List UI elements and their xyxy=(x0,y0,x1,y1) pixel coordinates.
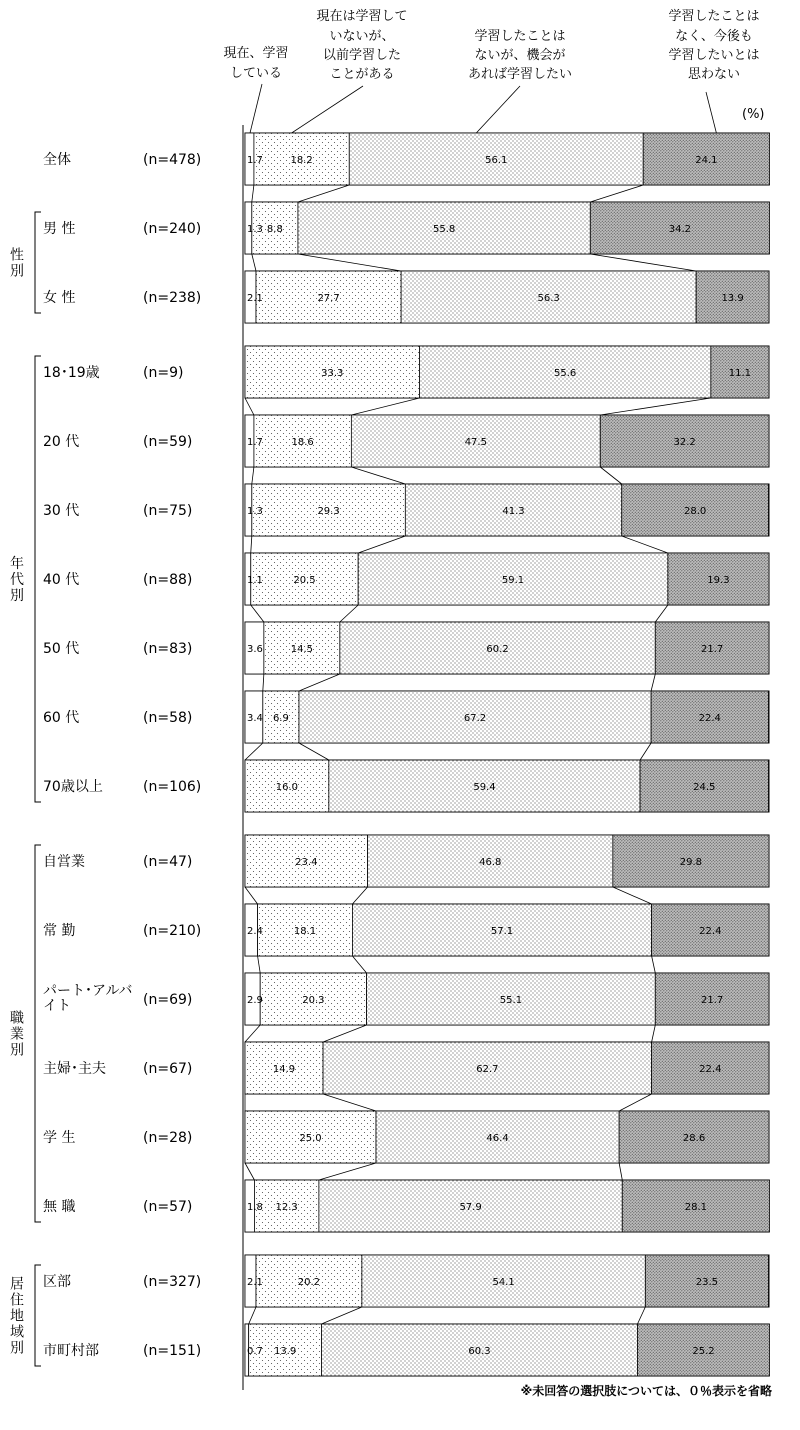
connector-line xyxy=(652,956,656,973)
value-label: 18.6 xyxy=(291,437,314,448)
value-label: 60.3 xyxy=(468,1346,491,1357)
value-label: 28.6 xyxy=(682,1133,706,1144)
legend-label: 現在、学習 xyxy=(223,46,289,61)
legend-label: 思わない xyxy=(687,67,741,82)
legend-leader-line xyxy=(706,92,716,133)
group-label: 業 xyxy=(10,1026,24,1043)
connector-line xyxy=(323,1094,376,1111)
legend-label: なく、今後も xyxy=(675,29,753,44)
value-label: 57.1 xyxy=(490,926,514,937)
connector-line xyxy=(352,956,366,973)
connector-line xyxy=(258,956,261,973)
value-label: 57.9 xyxy=(459,1202,482,1213)
row-label: 50 代 xyxy=(43,641,80,657)
row-label: 常 勤 xyxy=(43,923,76,939)
value-label: 1.3 xyxy=(247,506,263,517)
connector-line xyxy=(322,1307,362,1324)
group-label: 域 xyxy=(10,1324,24,1341)
value-label: 18.2 xyxy=(290,155,313,166)
row-labels xyxy=(43,151,201,1359)
group-label: 別 xyxy=(10,588,24,604)
value-label: 24.1 xyxy=(695,155,718,166)
value-label: 19.3 xyxy=(707,575,730,586)
row-label: 自営業 xyxy=(43,854,85,870)
value-label: 34.2 xyxy=(668,224,692,235)
value-label: 2.1 xyxy=(247,1277,263,1288)
value-label: 25.0 xyxy=(299,1133,322,1144)
row-label: 40 代 xyxy=(43,572,80,588)
value-label: 13.9 xyxy=(721,293,744,304)
value-label: 16.0 xyxy=(275,782,299,793)
value-label: 3.4 xyxy=(247,713,263,724)
value-label: 29.3 xyxy=(317,506,340,517)
value-label: 29.8 xyxy=(679,857,703,868)
value-label: 1.7 xyxy=(247,437,263,448)
row-label: 60 代 xyxy=(43,710,80,726)
value-label: 25.2 xyxy=(692,1346,715,1357)
connector-line xyxy=(655,605,668,622)
value-label: 20.3 xyxy=(302,995,325,1006)
connector-line xyxy=(622,536,668,553)
row-label: 女 性 xyxy=(43,290,76,306)
legend-label: 以前学習した xyxy=(322,48,402,63)
row-n-label: (n=75) xyxy=(143,503,193,519)
value-label: 2.1 xyxy=(247,293,263,304)
row-label: 全体 xyxy=(43,152,71,168)
row-n-label: (n=210) xyxy=(143,923,202,939)
connector-line xyxy=(590,185,643,202)
legend-label: いないが、 xyxy=(329,29,395,44)
value-label: 55.1 xyxy=(499,995,523,1006)
connector-line xyxy=(252,467,254,484)
connector-line xyxy=(299,674,340,691)
value-label: 27.7 xyxy=(317,293,340,304)
value-label: 59.4 xyxy=(473,782,496,793)
connector-line xyxy=(352,887,367,904)
row-n-label: (n=58) xyxy=(143,710,193,726)
value-label: 18.1 xyxy=(293,926,317,937)
legend-leader-line xyxy=(476,86,520,133)
connector-line xyxy=(251,536,252,553)
connector-line xyxy=(263,674,264,691)
connector-line xyxy=(619,1094,651,1111)
connector-line xyxy=(323,1025,366,1042)
connector-line xyxy=(340,605,358,622)
footnote: ※未回答の選択肢については、０％表示を省略 xyxy=(520,1384,772,1398)
row-n-label: (n=106) xyxy=(143,779,202,795)
value-label: 28.1 xyxy=(684,1202,708,1213)
connector-line xyxy=(600,467,621,484)
value-label: 55.6 xyxy=(554,368,577,379)
value-label: 2.9 xyxy=(247,995,263,1006)
value-label: 62.7 xyxy=(476,1064,499,1075)
value-label: 41.3 xyxy=(502,506,525,517)
row-label: 区部 xyxy=(43,1274,71,1290)
value-label: 23.4 xyxy=(295,857,318,868)
value-label: 21.7 xyxy=(701,995,724,1006)
group-bracket xyxy=(35,845,41,1222)
bars xyxy=(243,125,770,1390)
row-n-label: (n=47) xyxy=(143,854,193,870)
value-label: 56.1 xyxy=(485,155,508,166)
group-brackets xyxy=(10,212,41,1366)
row-label: パート･アルバ xyxy=(43,983,133,999)
legend-label: 学習したことは xyxy=(474,29,566,44)
value-label: 0.7 xyxy=(247,1346,263,1357)
value-label: 1.1 xyxy=(247,575,263,586)
connector-line xyxy=(640,743,651,760)
value-label: 1.7 xyxy=(247,155,263,166)
connector-line xyxy=(245,887,258,904)
value-label: 24.5 xyxy=(693,782,716,793)
value-label: 3.6 xyxy=(247,644,263,655)
connector-line xyxy=(245,1025,260,1042)
connector-line xyxy=(252,254,256,271)
value-label: 8.8 xyxy=(266,224,283,235)
legend-leader-line xyxy=(292,86,363,133)
connector-line xyxy=(651,674,655,691)
group-label: 別 xyxy=(10,1340,24,1357)
connector-line xyxy=(245,1163,254,1180)
row-n-label: (n=238) xyxy=(143,290,202,306)
legend-label: している xyxy=(229,66,283,81)
connector-line xyxy=(245,743,263,760)
value-label: 67.2 xyxy=(463,713,487,724)
legend-label: 現在は学習して xyxy=(316,9,408,24)
connector-line xyxy=(245,398,254,415)
row-label: 学 生 xyxy=(43,1130,76,1146)
row-n-label: (n=57) xyxy=(143,1199,193,1215)
legend-label: 学習したいとは xyxy=(668,48,760,63)
row-label: 主婦･主夫 xyxy=(43,1061,106,1077)
group-bracket xyxy=(35,212,41,313)
connector-line xyxy=(652,1025,656,1042)
value-label: 47.5 xyxy=(464,437,487,448)
value-label: 60.2 xyxy=(486,644,509,655)
group-label: 居 xyxy=(10,1276,24,1293)
row-n-label: (n=151) xyxy=(143,1343,202,1359)
value-label: 32.2 xyxy=(673,437,696,448)
value-label: 56.3 xyxy=(537,293,560,304)
connector-line xyxy=(613,887,652,904)
value-label: 14.5 xyxy=(290,644,313,655)
row-label: 男 性 xyxy=(43,221,76,237)
connector-line xyxy=(351,467,405,484)
value-label: 21.7 xyxy=(701,644,724,655)
row-n-label: (n=88) xyxy=(143,572,193,588)
value-label: 22.4 xyxy=(698,713,721,724)
connector-line xyxy=(298,185,349,202)
connector-line xyxy=(351,398,419,415)
legend xyxy=(223,9,759,133)
group-bracket xyxy=(35,356,41,802)
value-label: 23.5 xyxy=(695,1277,719,1288)
row-n-label: (n=327) xyxy=(143,1274,202,1290)
group-label: 代 xyxy=(10,572,24,588)
legend-label: 学習したことは xyxy=(668,9,760,24)
row-n-label: (n=478) xyxy=(143,152,202,168)
row-label: 20 代 xyxy=(43,434,80,450)
row-label: 無 職 xyxy=(43,1199,76,1215)
row-n-label: (n=83) xyxy=(143,641,193,657)
row-n-label: (n=240) xyxy=(143,221,202,237)
row-n-label: (n=69) xyxy=(143,992,193,1008)
value-label: 14.9 xyxy=(272,1064,296,1075)
value-label: 46.4 xyxy=(486,1133,509,1144)
row-n-label: (n=59) xyxy=(143,434,193,450)
value-label: 54.1 xyxy=(492,1277,515,1288)
row-n-label: (n=9) xyxy=(143,365,184,381)
group-label: 住 xyxy=(10,1292,24,1309)
connector-line xyxy=(619,1163,622,1180)
group-label: 職 xyxy=(10,1010,24,1027)
value-label: 6.9 xyxy=(272,713,289,724)
row-label: 70歳以上 xyxy=(43,779,103,795)
group-label: 別 xyxy=(10,1042,24,1059)
connector-line xyxy=(319,1163,376,1180)
group-bracket xyxy=(35,1265,41,1366)
connector-line xyxy=(249,1307,256,1324)
legend-leader-line xyxy=(250,84,262,133)
value-label: 55.8 xyxy=(432,224,456,235)
connector-line xyxy=(298,254,401,271)
value-label: 13.9 xyxy=(273,1346,297,1357)
connector-line xyxy=(590,254,696,271)
group-label: 年 xyxy=(10,556,24,572)
value-label: 11.1 xyxy=(728,368,752,379)
value-label: 22.4 xyxy=(699,926,722,937)
value-label: 2.4 xyxy=(247,926,263,937)
connector-line xyxy=(637,1307,645,1324)
value-label: 28.0 xyxy=(683,506,707,517)
connector-line xyxy=(358,536,405,553)
group-label: 性 xyxy=(10,247,24,264)
connector-line xyxy=(252,185,254,202)
row-n-label: (n=28) xyxy=(143,1130,193,1146)
value-label: 12.3 xyxy=(275,1202,298,1213)
row-label: 30 代 xyxy=(43,503,80,519)
value-label: 1.3 xyxy=(247,224,263,235)
value-label: 59.1 xyxy=(501,575,525,586)
connector-line xyxy=(251,605,264,622)
value-label: 20.5 xyxy=(293,575,316,586)
value-label: 33.3 xyxy=(321,368,344,379)
connector-line xyxy=(600,398,711,415)
value-label: 20.2 xyxy=(297,1277,321,1288)
connector-line xyxy=(299,743,329,760)
value-label: 22.4 xyxy=(699,1064,722,1075)
legend-label: ことがある xyxy=(329,67,395,82)
row-label: 18･19歳 xyxy=(43,365,100,381)
row-n-label: (n=67) xyxy=(143,1061,193,1077)
legend-label: あれば学習したい xyxy=(467,67,573,82)
row-label: 市町村部 xyxy=(43,1343,99,1359)
value-label: 1.8 xyxy=(247,1202,263,1213)
group-label: 地 xyxy=(10,1308,24,1325)
legend-label: ないが、機会が xyxy=(474,48,566,63)
group-label: 別 xyxy=(10,263,24,280)
value-label: 46.8 xyxy=(479,857,502,868)
unit-label: (%) xyxy=(742,107,765,122)
row-label: イト xyxy=(43,998,71,1014)
